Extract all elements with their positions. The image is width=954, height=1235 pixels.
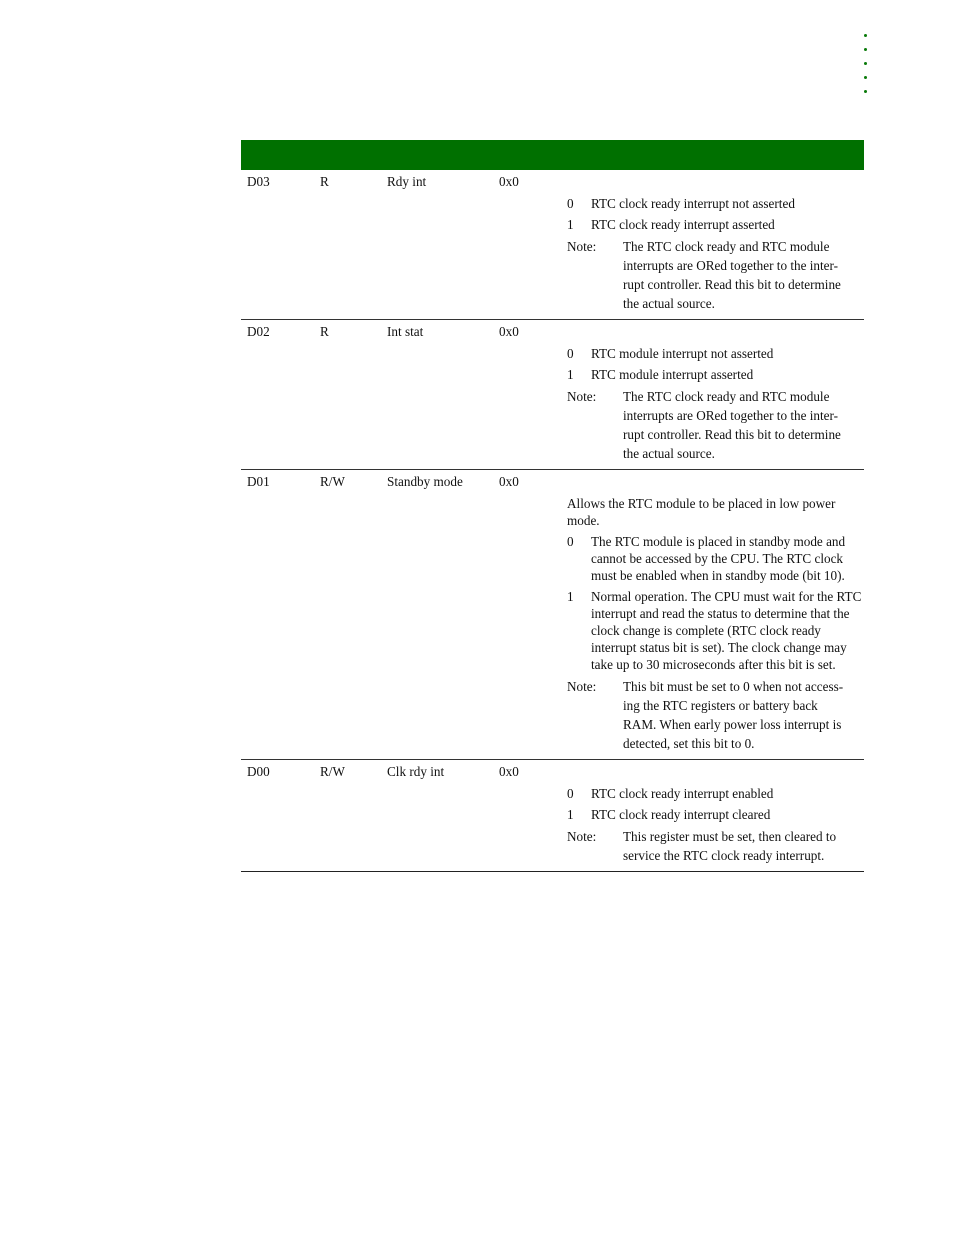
note: [567, 237, 862, 313]
note: [567, 827, 862, 865]
mnemonic-cell: Rdy int: [387, 174, 427, 189]
value-item: [567, 588, 862, 673]
mnemonic-cell: Standby mode: [387, 474, 463, 489]
mnemonic-cell: Clk rdy int: [387, 764, 445, 779]
value-text: RTC clock ready interrupt cleared: [591, 807, 771, 822]
description-cell: [567, 764, 862, 865]
description-intro: Allows the RTC module to be placed in low power mode.: [567, 496, 836, 528]
margin-dots: [864, 34, 870, 104]
register-table: [241, 140, 864, 872]
access-cell: R: [320, 324, 329, 339]
note-label: Note:: [567, 679, 597, 694]
value-key: 0: [567, 786, 574, 801]
reset-cell: 0x0: [499, 474, 519, 489]
table-header-bar: [241, 140, 864, 170]
value-key: 1: [567, 807, 574, 822]
margin-dot: [864, 48, 867, 51]
margin-dot: [864, 90, 867, 93]
margin-dot: [864, 76, 867, 79]
value-item: [567, 533, 862, 584]
description-cell: [567, 324, 862, 463]
margin-dot: [864, 34, 867, 37]
bits-cell: D03: [247, 174, 270, 189]
access-cell: R/W: [320, 474, 345, 489]
margin-dot: [864, 62, 867, 65]
mnemonic-cell: Int stat: [387, 324, 424, 339]
value-text: RTC clock ready interrupt not asserted: [591, 196, 795, 211]
value-text: RTC clock ready interrupt asserted: [591, 217, 775, 232]
access-cell: R: [320, 174, 329, 189]
value-key: 1: [567, 589, 574, 604]
note: [567, 387, 862, 463]
reset-cell: 0x0: [499, 324, 519, 339]
value-text: RTC module interrupt not asserted: [591, 346, 774, 361]
value-key: 0: [567, 534, 574, 549]
value-item: [567, 366, 862, 383]
access-cell: R/W: [320, 764, 345, 779]
value-item: [567, 806, 862, 823]
note-text: The RTC clock ready and RTC module interrupts are ORed together to the inter-rupt controller. Read this bit to determine the actual source.: [623, 239, 841, 311]
reset-cell: 0x0: [499, 174, 519, 189]
value-key: 0: [567, 346, 574, 361]
value-text: Normal operation. The CPU must wait for the RTC interrupt and read the status to determine that the clock change is complete (RTC clock ready interrupt status bit is set). The clock change may take up to 30 microseconds after this bit is set.: [591, 589, 862, 672]
value-item: [567, 345, 862, 362]
note-label: Note:: [567, 829, 597, 844]
value-text: RTC clock ready interrupt enabled: [591, 786, 774, 801]
bits-cell: D02: [247, 324, 270, 339]
note-text: This bit must be set to 0 when not access-ing the RTC registers or battery back RAM. When early power loss interrupt is detected, set this bit to 0.: [623, 679, 844, 751]
table-row: [241, 320, 864, 470]
table-row: [241, 760, 864, 872]
value-key: 0: [567, 196, 574, 211]
value-key: 1: [567, 367, 574, 382]
value-item: [567, 216, 862, 233]
value-key: 1: [567, 217, 574, 232]
description-cell: [567, 474, 862, 753]
note-text: This register must be set, then cleared to service the RTC clock ready interrupt.: [623, 829, 837, 863]
note-text: The RTC clock ready and RTC module interrupts are ORed together to the inter-rupt controller. Read this bit to determine the actual source.: [623, 389, 841, 461]
description-cell: [567, 174, 862, 313]
table-row: [241, 470, 864, 760]
table-row: [241, 170, 864, 320]
value-item: [567, 195, 862, 212]
bits-cell: D00: [247, 764, 270, 779]
value-item: [567, 785, 862, 802]
value-text: RTC module interrupt asserted: [591, 367, 754, 382]
note: [567, 677, 862, 753]
note-label: Note:: [567, 389, 597, 404]
reset-cell: 0x0: [499, 764, 519, 779]
note-label: Note:: [567, 239, 597, 254]
bits-cell: D01: [247, 474, 270, 489]
value-text: The RTC module is placed in standby mode and cannot be accessed by the CPU. The RTC clock must be enabled when in standby mode (bit 10).: [591, 534, 846, 583]
